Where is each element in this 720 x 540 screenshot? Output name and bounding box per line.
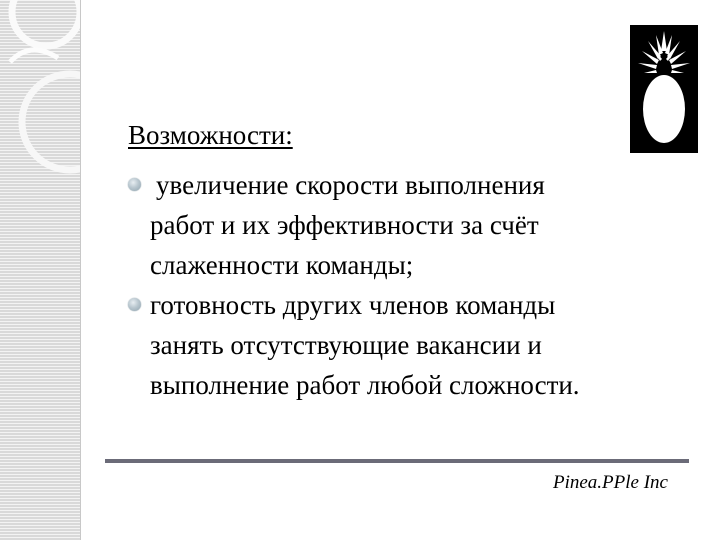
slide-title: Возможности: xyxy=(128,120,293,150)
bullet-list xyxy=(128,165,668,405)
bullet-dot-icon xyxy=(128,298,141,311)
bullet-text-line: выполнение работ любой сложности. xyxy=(150,370,580,400)
bullet-text-line: работ и их эффективности за счёт xyxy=(150,210,539,240)
bullet-dot-icon xyxy=(128,178,141,191)
bullet-item xyxy=(128,165,668,285)
bullet-text-line: готовность других членов команды xyxy=(150,290,556,320)
bullet-text-line: слаженности команды; xyxy=(150,250,414,280)
bullet-text-line: занять отсутствующие вакансии и xyxy=(150,330,542,360)
footer-divider xyxy=(105,459,689,463)
bullet-text-line: увеличение скорости выполнения xyxy=(156,170,545,200)
logo xyxy=(630,25,698,153)
bullet-item xyxy=(128,285,668,405)
decorative-side-strip xyxy=(0,0,81,540)
swirl-decoration xyxy=(0,0,80,540)
pineapple-icon xyxy=(630,25,698,153)
footer-company-name: Pinea.PPle Inc xyxy=(552,472,668,493)
